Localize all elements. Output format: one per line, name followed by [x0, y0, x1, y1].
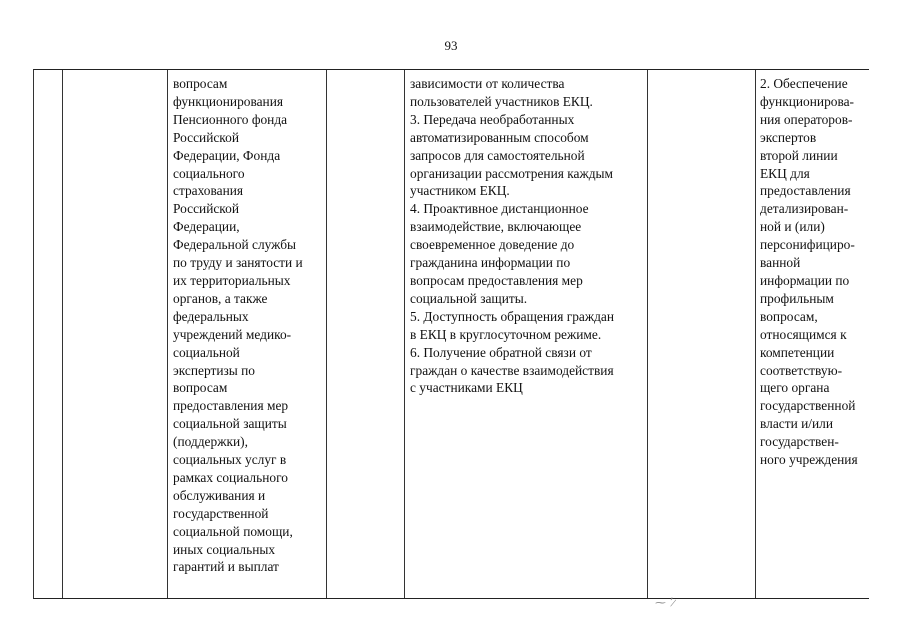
cell-text-line: компетенции: [760, 344, 835, 360]
cell-text-line: предоставления мер: [173, 398, 289, 414]
cell-text-line: 5. Доступность обращения граждан: [410, 308, 615, 324]
cell-text-line: государственной: [173, 505, 269, 521]
cell-text-line: предоставления: [760, 183, 851, 199]
cell-text-line: социальной защиты.: [410, 290, 528, 306]
cell-text-line: с участниками ЕКЦ: [410, 380, 523, 396]
cell-text-line: федеральных: [173, 308, 249, 324]
cell-text-line: Российской: [173, 129, 239, 145]
cell-text-line: второй линии: [760, 147, 838, 163]
cell-text-line: обслуживания и: [173, 487, 266, 503]
table-column-divider: [404, 70, 405, 598]
cell-text-line: органов, а также: [173, 290, 268, 306]
cell-text-line: в ЕКЦ в круглосуточном режиме.: [410, 326, 602, 342]
table-cell-column-5: [410, 75, 614, 397]
cell-text-line: ЕКЦ для: [760, 165, 810, 181]
cell-text-line: 3. Передача необработанных: [410, 111, 575, 127]
cell-text-line: социальной защиты: [173, 416, 287, 432]
cell-text-line: участником ЕКЦ.: [410, 183, 510, 199]
cell-text-line: вопросам: [173, 380, 228, 396]
cell-text-line: персонифициро-: [760, 237, 855, 253]
cell-text-line: государственной: [760, 398, 856, 414]
cell-text-line: социального: [173, 165, 245, 181]
table-column-divider: [755, 70, 756, 598]
cell-text-line: пользователей участников ЕКЦ.: [410, 93, 593, 109]
cell-text-line: зависимости от количества: [410, 76, 565, 91]
cell-text-line: вопросам: [173, 76, 228, 91]
cell-text-line: гарантий и выплат: [173, 559, 279, 575]
cell-text-line: 6. Получение обратной связи от: [410, 344, 592, 360]
cell-text-line: автоматизированным способом: [410, 129, 589, 145]
scan-smudge: ⁓ ʼ ̷: [655, 596, 677, 609]
cell-text-line: щего органа: [760, 380, 830, 396]
cell-text-line: гражданина информации по: [410, 255, 571, 271]
cell-text-line: Федерации, Фонда: [173, 147, 281, 163]
cell-text-line: информации по: [760, 272, 850, 288]
cell-text-line: социальных услуг в: [173, 452, 287, 468]
cell-text-line: социальной: [173, 344, 240, 360]
cell-text-line: организации рассмотрения каждым: [410, 165, 614, 181]
cell-text-line: 2. Обеспечение: [760, 76, 848, 91]
cell-text-line: 4. Проактивное дистанционное: [410, 201, 589, 217]
cell-text-line: экспертизы по: [173, 362, 256, 378]
cell-text-line: ной и (или): [760, 219, 825, 235]
cell-text-line: Российской: [173, 201, 239, 217]
cell-text-line: по труду и занятости и: [173, 255, 303, 271]
cell-text-line: детализирован-: [760, 201, 849, 217]
cell-text-line: Федерации,: [173, 219, 240, 235]
cell-text-line: иных социальных: [173, 541, 276, 557]
document-table: [33, 69, 869, 599]
cell-text-line: страхования: [173, 183, 244, 199]
cell-text-line: экспертов: [760, 129, 817, 145]
cell-text-line: вопросам предоставления мер: [410, 272, 583, 288]
cell-text-line: Пенсионного фонда: [173, 111, 288, 127]
cell-text-line: ного учреждения: [760, 452, 858, 468]
table-column-divider: [647, 70, 648, 598]
cell-text-line: учреждений медико-: [173, 326, 292, 342]
cell-text-line: Федеральной службы: [173, 237, 297, 253]
cell-text-line: ния операторов-: [760, 111, 853, 127]
page-number: 93: [444, 38, 458, 53]
cell-text-line: (поддержки),: [173, 434, 248, 450]
cell-text-line: соответствую-: [760, 362, 843, 378]
table-column-divider: [167, 70, 168, 598]
cell-text-line: функционирова-: [760, 93, 855, 109]
cell-text-line: рамках социального: [173, 469, 288, 485]
cell-text-line: относящимся к: [760, 326, 847, 342]
cell-text-line: их территориальных: [173, 272, 291, 288]
cell-text-line: запросов для самостоятельной: [410, 147, 585, 163]
cell-text-line: взаимодействие, включающее: [410, 219, 582, 235]
cell-text-line: социальной помощи,: [173, 523, 293, 539]
cell-text-line: государствен-: [760, 434, 839, 450]
cell-text-line: функционирования: [173, 93, 284, 109]
cell-text-line: своевременное доведение до: [410, 237, 575, 253]
table-cell-column-7: [760, 75, 858, 469]
cell-text-line: граждан о качестве взаимодействия: [410, 362, 614, 378]
cell-text-line: вопросам,: [760, 308, 818, 324]
table-column-divider: [62, 70, 63, 598]
cell-text-line: профильным: [760, 290, 834, 306]
cell-text-line: власти и/или: [760, 416, 833, 432]
table-cell-column-3: [173, 75, 303, 576]
table-column-divider: [326, 70, 327, 598]
cell-text-line: ванной: [760, 255, 801, 271]
